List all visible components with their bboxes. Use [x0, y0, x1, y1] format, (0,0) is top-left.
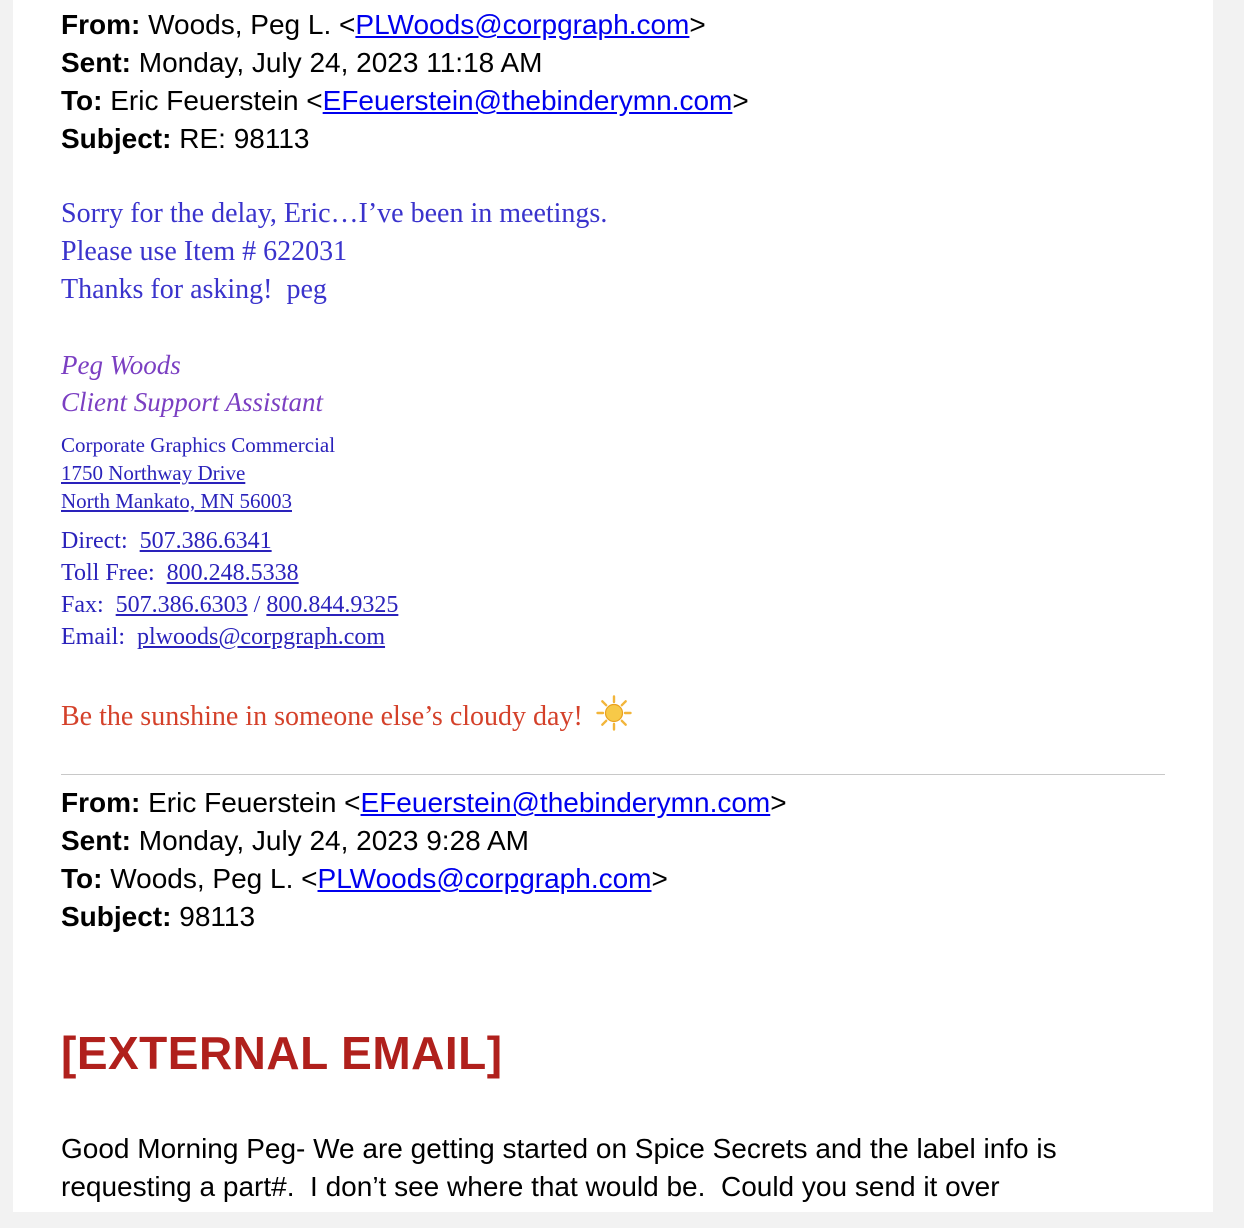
direct-phone-link[interactable]: 507.386.6341: [139, 528, 272, 554]
fax-line: [61, 589, 398, 621]
fax-label: Fax:: [61, 592, 116, 618]
address-line1-link[interactable]: 1750 Northway Drive: [61, 461, 246, 485]
to-label: To:: [61, 863, 103, 894]
from-label: From:: [61, 787, 141, 818]
original-header: [61, 784, 787, 936]
email-line: [61, 621, 398, 653]
tollfree-phone-link[interactable]: 800.248.5338: [166, 560, 299, 586]
from-name: Eric Feuerstein <: [148, 787, 361, 818]
signature-email-link[interactable]: plwoods@corpgraph.com: [136, 624, 386, 650]
original-body-line: Good Morning Peg- We are getting started on Spice Secrets and the label info is: [61, 1133, 1057, 1164]
signature-tagline: [61, 695, 632, 742]
to-name: Eric Feuerstein <: [110, 85, 323, 116]
sent-label: Sent:: [61, 47, 131, 78]
from-email-link[interactable]: PLWoods@corpgraph.com: [355, 9, 690, 40]
to-close: >: [651, 863, 668, 894]
reply-body: [61, 195, 607, 309]
fax-number-link[interactable]: 507.386.6303: [115, 592, 248, 618]
original-to-line: [61, 860, 787, 898]
from-name: Woods, Peg L. <: [148, 9, 356, 40]
from-label: From:: [61, 9, 141, 40]
original-body: [61, 1130, 1057, 1206]
sent-value: Monday, July 24, 2023 11:18 AM: [138, 47, 543, 78]
sun-icon: [596, 695, 632, 742]
original-from-line: [61, 784, 787, 822]
direct-line: [61, 525, 398, 557]
signature-company: Corporate Graphics Commercial: [61, 433, 336, 457]
subject-label: Subject:: [61, 123, 172, 154]
reply-sent-line: [61, 44, 749, 82]
reply-body-line: Thanks for asking! peg: [61, 274, 327, 305]
to-close: >: [732, 85, 749, 116]
tagline-text: Be the sunshine in someone else’s cloudy day!: [61, 700, 583, 732]
signature-name: Peg Woods: [61, 350, 181, 380]
reply-body-line: Sorry for the delay, Eric…I’ve been in meetings.: [61, 198, 608, 229]
to-email-link[interactable]: PLWoods@corpgraph.com: [317, 863, 652, 894]
reply-body-line: Please use Item # 622031: [61, 236, 348, 267]
tollfree-line: [61, 557, 398, 589]
reply-header: [61, 6, 749, 158]
to-email-link[interactable]: EFeuerstein@thebinderymn.com: [322, 85, 733, 116]
original-sent-line: [61, 822, 787, 860]
subject-value: 98113: [179, 901, 256, 932]
email-label: Email:: [61, 624, 137, 650]
email-view: [13, 0, 1213, 1212]
sent-value: Monday, July 24, 2023 9:28 AM: [138, 825, 529, 856]
tollfree-label: Toll Free:: [61, 560, 167, 586]
signature: [61, 347, 398, 653]
address-line2-link[interactable]: North Mankato, MN 56003: [61, 489, 292, 513]
message-divider: [61, 774, 1165, 775]
signature-title: Client Support Assistant: [61, 387, 324, 417]
reply-from-line: [61, 6, 749, 44]
fax-separator: /: [247, 592, 267, 618]
external-email-banner: [EXTERNAL EMAIL]: [61, 1027, 503, 1079]
reply-to-line: [61, 82, 749, 120]
sent-label: Sent:: [61, 825, 131, 856]
original-body-line: requesting a part#. I don’t see where that would be. Could you send it over: [61, 1171, 1000, 1202]
to-label: To:: [61, 85, 103, 116]
from-email-link[interactable]: EFeuerstein@thebinderymn.com: [360, 787, 771, 818]
reply-subject-line: [61, 120, 749, 158]
from-close: >: [689, 9, 706, 40]
from-close: >: [770, 787, 787, 818]
direct-label: Direct:: [61, 528, 140, 554]
original-subject-line: [61, 898, 787, 936]
subject-value: RE: 98113: [179, 123, 310, 154]
to-name: Woods, Peg L. <: [110, 863, 318, 894]
subject-label: Subject:: [61, 901, 172, 932]
fax-number-link-2[interactable]: 800.844.9325: [266, 592, 399, 618]
